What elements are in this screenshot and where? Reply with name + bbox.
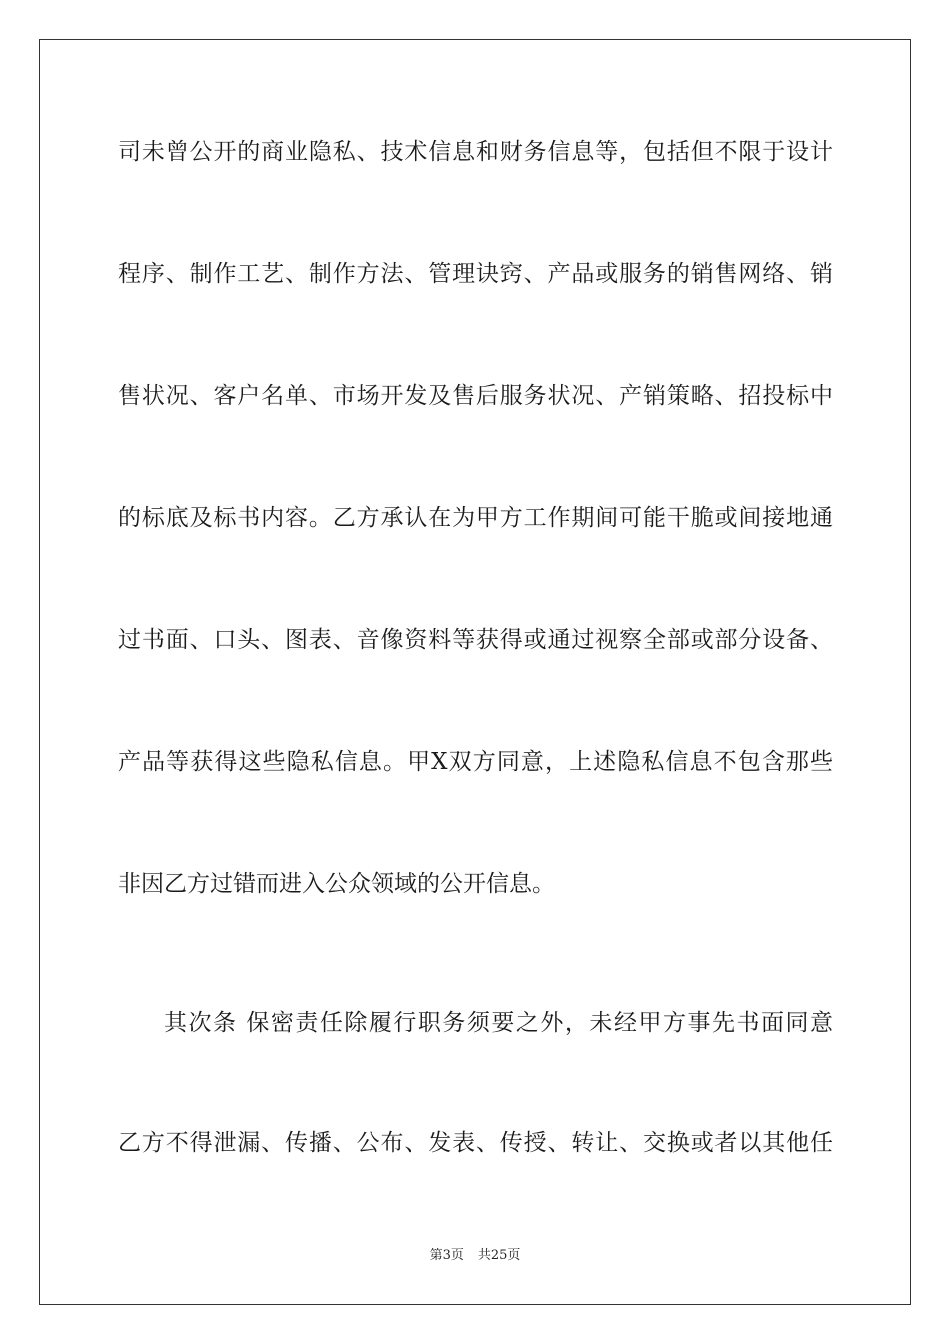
body-text-line-5: 过书面、口头、图表、音像资料等获得或通过视察全部或部分设备、	[118, 627, 833, 653]
body-text-line-2: 程序、制作工艺、制作方法、管理诀窍、产品或服务的销售网络、销	[118, 261, 833, 287]
body-text-line-4: 的标底及标书内容。乙方承认在为甲方工作期间可能干脆或间接地通	[118, 505, 833, 531]
page-number: 第3页	[429, 1248, 464, 1263]
page-border	[39, 39, 911, 1305]
body-text-line-3: 售状况、客户名单、市场开发及售后服务状况、产销策略、招投标中	[118, 383, 833, 409]
page-total: 共25页	[477, 1248, 521, 1263]
page-footer	[0, 1247, 950, 1265]
body-text-line-7: 非因乙方过错而进入公众领域的公开信息。	[118, 871, 555, 897]
body-text-line-9: 乙方不得泄漏、传播、公布、发表、传授、转让、交换或者以其他任	[118, 1130, 833, 1156]
body-text-line-6: 产品等获得这些隐私信息。甲X双方同意，上述隐私信息不包含那些	[118, 749, 833, 775]
body-text-line-8: 其次条 保密责任除履行职务须要之外，未经甲方事先书面同意	[164, 1010, 833, 1036]
body-text-line-1: 司未曾公开的商业隐私、技术信息和财务信息等，包括但不限于设计	[118, 139, 833, 165]
